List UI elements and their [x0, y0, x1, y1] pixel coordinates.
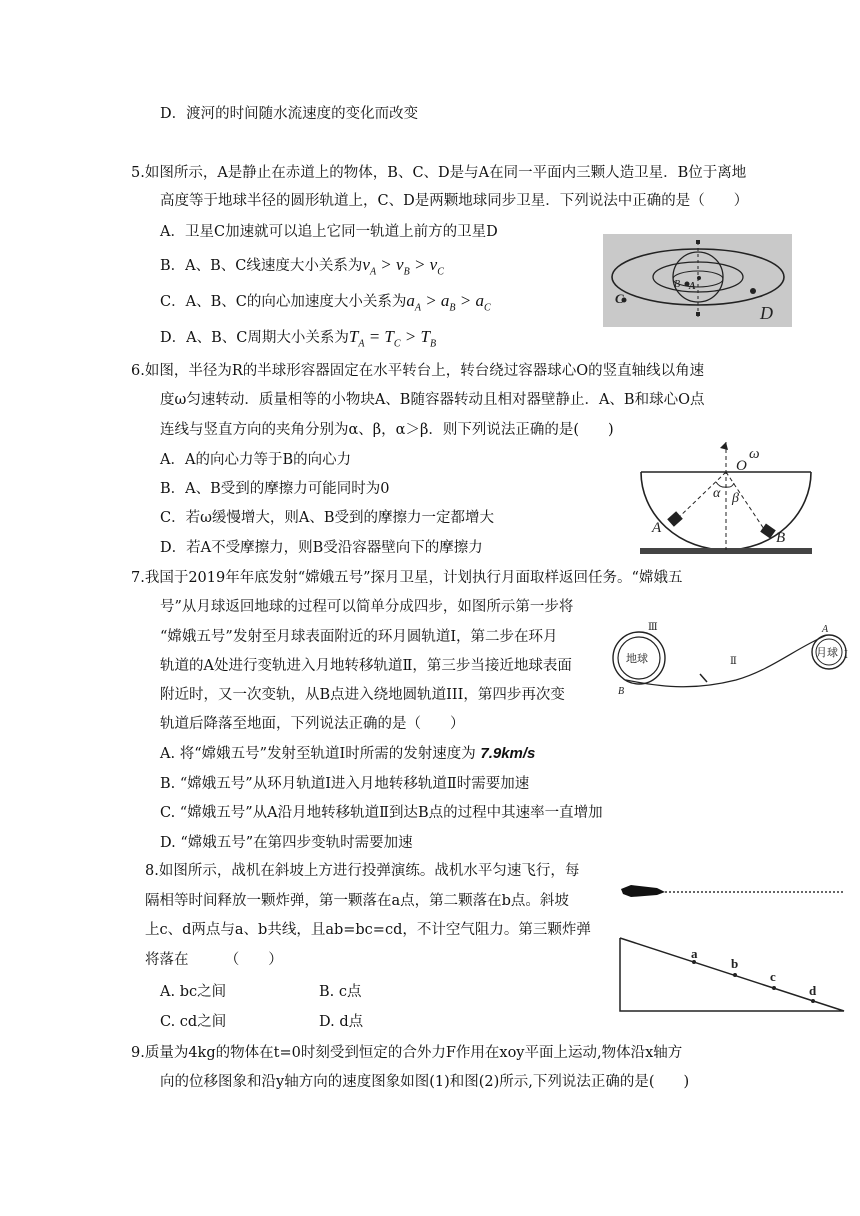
q7-option-c: C. “嫦娥五号”从A沿月地转移轨道Ⅱ到达B点的过程中其速率一直增加 — [160, 805, 603, 821]
q7-fig-orbit2: Ⅱ — [730, 656, 737, 667]
q8-stem-line1: 8.如图所示，战机在斜坡上方进行投弹演练。战机水平匀速飞行，每 — [145, 863, 580, 879]
q7-stem-line5: 附近时，又一次变轨，从B点进入绕地圆轨道III，第四步再次变 — [160, 687, 565, 703]
q7-stem-line6: 轨道后降落至地面，下列说法正确的是（ ） — [160, 716, 465, 732]
q8-fig-b: b — [731, 956, 739, 971]
q5-option-d — [160, 327, 436, 354]
q5-option-c-text: C．A、B、C的向心加速度大小关系为 — [160, 294, 407, 310]
q9-stem-line1: 9.质量为4kg的物体在t=0时刻受到恒定的合外力F作用在xoy平面上运动,物体沿x轴方 — [131, 1045, 683, 1061]
q8-fig-c: c — [770, 969, 776, 984]
q7-option-a-text: A. 将“嫦娥五号”发射至轨道Ⅰ时所需的发射速度为 — [160, 746, 476, 762]
q8-option-c: C. cd之间 — [160, 1014, 227, 1030]
q5-fig-label-c: C — [615, 291, 624, 306]
q6-option-d: D．若A不受摩擦力，则B受沿容器壁向下的摩擦力 — [160, 540, 483, 556]
q6-fig-a: A — [652, 520, 662, 536]
q8-option-b: B. c点 — [319, 984, 362, 1000]
q5-option-a: A．卫星C加速就可以追上它同一轨道上前方的卫星D — [160, 224, 498, 240]
q7-trajectory-figure — [606, 618, 851, 698]
q5-option-b — [160, 255, 444, 282]
q7-option-a — [160, 744, 535, 764]
q7-fig-moon: 月球 — [816, 647, 838, 659]
q6-option-c: C．若ω缓慢增大，则A、B受到的摩擦力一定都增大 — [160, 510, 495, 526]
q7-stem-line3: “嫦娥五号”发射至月球表面附近的环月圆轨道Ⅰ，第二步在环月 — [160, 629, 558, 645]
q5-option-d-formula: $T_A = T_C > T_B$ — [348, 327, 437, 350]
q7-fig-a: A — [822, 624, 829, 635]
q6-stem-line2: 度ω匀速转动．质量相等的小物块A、B随容器转动且相对器壁静止．A、B和球心O点 — [160, 392, 705, 408]
q7-fig-orbit3: Ⅲ — [648, 622, 658, 633]
q6-fig-beta: β — [732, 491, 739, 506]
q5-fig-label-b: B — [674, 279, 681, 290]
q5-option-b-formula: $v_A > v_B > v_C$ — [362, 255, 444, 278]
q7-fig-b: B — [618, 686, 625, 697]
q6-hemisphere-figure — [636, 440, 814, 556]
q4-option-d: D．渡河的时间随水流速度的变化而改变 — [160, 106, 419, 122]
q8-option-d: D. d点 — [319, 1014, 364, 1030]
q5-fig-label-a: A — [689, 281, 696, 292]
q6-stem-line1: 6.如图，半径为R的半球形容器固定在水平转台上，转台绕过容器球心O的竖直轴线以角速 — [131, 363, 705, 379]
q7-option-b: B. “嫦娥五号”从环月轨道Ⅰ进入月地转移轨道Ⅱ时需要加速 — [160, 776, 530, 792]
q7-fig-earth: 地球 — [626, 653, 648, 665]
q8-stem-line2: 隔相等时间释放一颗炸弹，第一颗落在a点，第二颗落在b点。斜坡 — [145, 893, 569, 909]
q5-orbit-figure — [603, 234, 792, 327]
q7-stem-line2: 号”从月球返回地球的过程可以简单分成四步，如图所示第一步将 — [160, 599, 574, 615]
q5-option-c — [160, 291, 491, 318]
q6-option-b: B．A、B受到的摩擦力可能同时为0 — [160, 481, 390, 497]
q8-stem-line3: 上c、d两点与a、b共线，且ab=bc=cd，不计空气阻力。第三颗炸弹 — [145, 922, 591, 938]
q6-fig-o: O — [736, 458, 747, 474]
q6-fig-alpha: α — [713, 486, 721, 501]
q5-option-c-formula: $a_A > a_B > a_C$ — [406, 291, 491, 314]
q9-stem-line2: 向的位移图象和沿y轴方向的速度图象如图(1)和图(2)所示,下列说法正确的是( ) — [160, 1074, 690, 1090]
q5-fig-label-d: D — [760, 303, 773, 323]
q6-fig-omega: ω — [749, 446, 760, 462]
q7-option-a-speed: 7.9km/s — [480, 745, 536, 762]
q5-stem-line2: 高度等于地球半径的圆形轨道上，C、D是两颗地球同步卫星．下列说法中正确的是（ ） — [160, 193, 749, 209]
q8-stem-line4: 将落在 （ ） — [145, 952, 283, 968]
q8-fig-d: d — [809, 983, 817, 998]
q6-option-a: A．A的向心力等于B的向心力 — [160, 452, 352, 468]
q5-stem-line1: 5.如图所示，A是静止在赤道上的物体，B、C、D是与A在同一平面内三颗人造卫星．B位于离地 — [131, 165, 747, 181]
q8-option-a: A. bc之间 — [160, 984, 227, 1000]
q8-slope-figure — [617, 880, 847, 1015]
q7-stem-line1: 7.我国于2019年年底发射“嫦娥五号”探月卫星，计划执行月面取样返回任务。“嫦娥五 — [131, 570, 683, 586]
q8-fig-a: a — [691, 946, 698, 961]
q6-stem-line3: 连线与竖直方向的夹角分别为α、β，α＞β．则下列说法正确的是( ) — [160, 422, 614, 438]
q5-option-d-text: D．A、B、C周期大小关系为 — [160, 330, 349, 346]
q6-fig-b: B — [776, 530, 786, 546]
q7-stem-line4: 轨道的A处进行变轨进入月地转移轨道Ⅱ，第三步当接近地球表面 — [160, 658, 572, 674]
q7-option-d: D. “嫦娥五号”在第四步变轨时需要加速 — [160, 835, 413, 851]
q5-option-b-text: B．A、B、C线速度大小关系为 — [160, 258, 363, 274]
q7-fig-orbit1: Ⅰ — [844, 650, 848, 661]
